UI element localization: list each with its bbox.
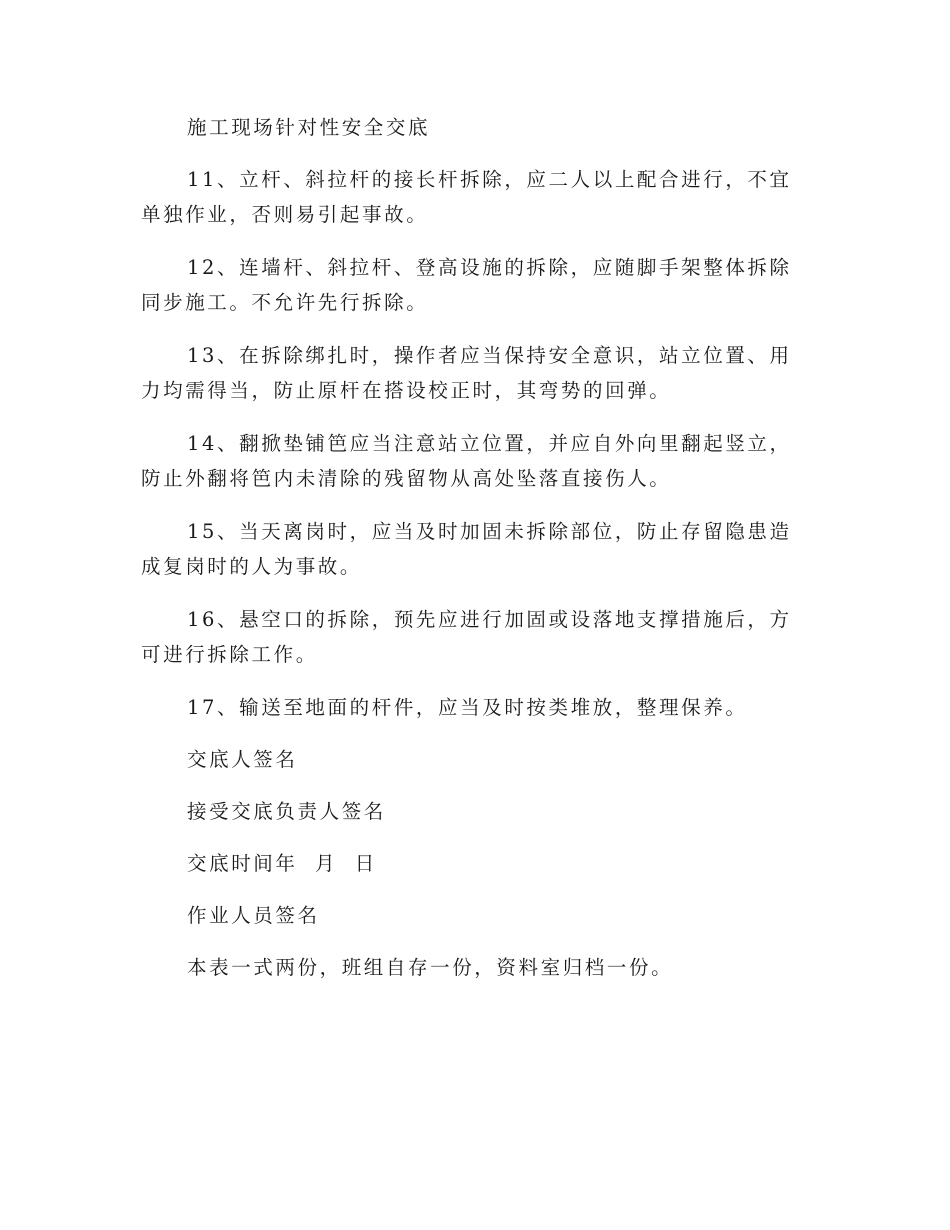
- disclosure-date-label: 交底时间年 月 日: [187, 852, 377, 875]
- clause-item-17: 17、输送至地面的杆件，应当及时按类堆放，整理保养。: [187, 696, 748, 719]
- discloser-signature-label: 交底人签名: [187, 748, 298, 771]
- clause-item-14: 14、翻掀垫铺笆应当注意站立位置，并应自外向里翻起竖立，防止外翻将笆内未清除的残留物从高处坠落直接伤人。: [141, 432, 792, 490]
- clause-item-13: 13、在拆除绑扎时，操作者应当保持安全意识，站立位置、用力均需得当，防止原杆在搭设校正时，其弯势的回弹。: [141, 344, 792, 402]
- receiver-signature-label: 接受交底负责人签名: [187, 800, 386, 823]
- document-body: [141, 110, 796, 1002]
- clause-item-15: 15、当天离岗时，应当及时加固未拆除部位，防止存留隐患造成复岗时的人为事故。: [141, 520, 792, 578]
- clause-item-16: 16、悬空口的拆除，预先应进行加固或设落地支撑措施后，方可进行拆除工作。: [141, 608, 792, 666]
- document-title: 施工现场针对性安全交底: [187, 116, 431, 139]
- clause-item-11: 11、立杆、斜拉杆的接长杆拆除，应二人以上配合进行，不宜单独作业，否则易引起事故。: [141, 168, 792, 226]
- footer-note: 本表一式两份，班组自存一份，资料室归档一份。: [187, 956, 674, 979]
- clause-item-12: 12、连墙杆、斜拉杆、登高设施的拆除，应随脚手架整体拆除同步施工。不允许先行拆除。: [141, 256, 792, 314]
- workers-signature-label: 作业人员签名: [187, 904, 320, 927]
